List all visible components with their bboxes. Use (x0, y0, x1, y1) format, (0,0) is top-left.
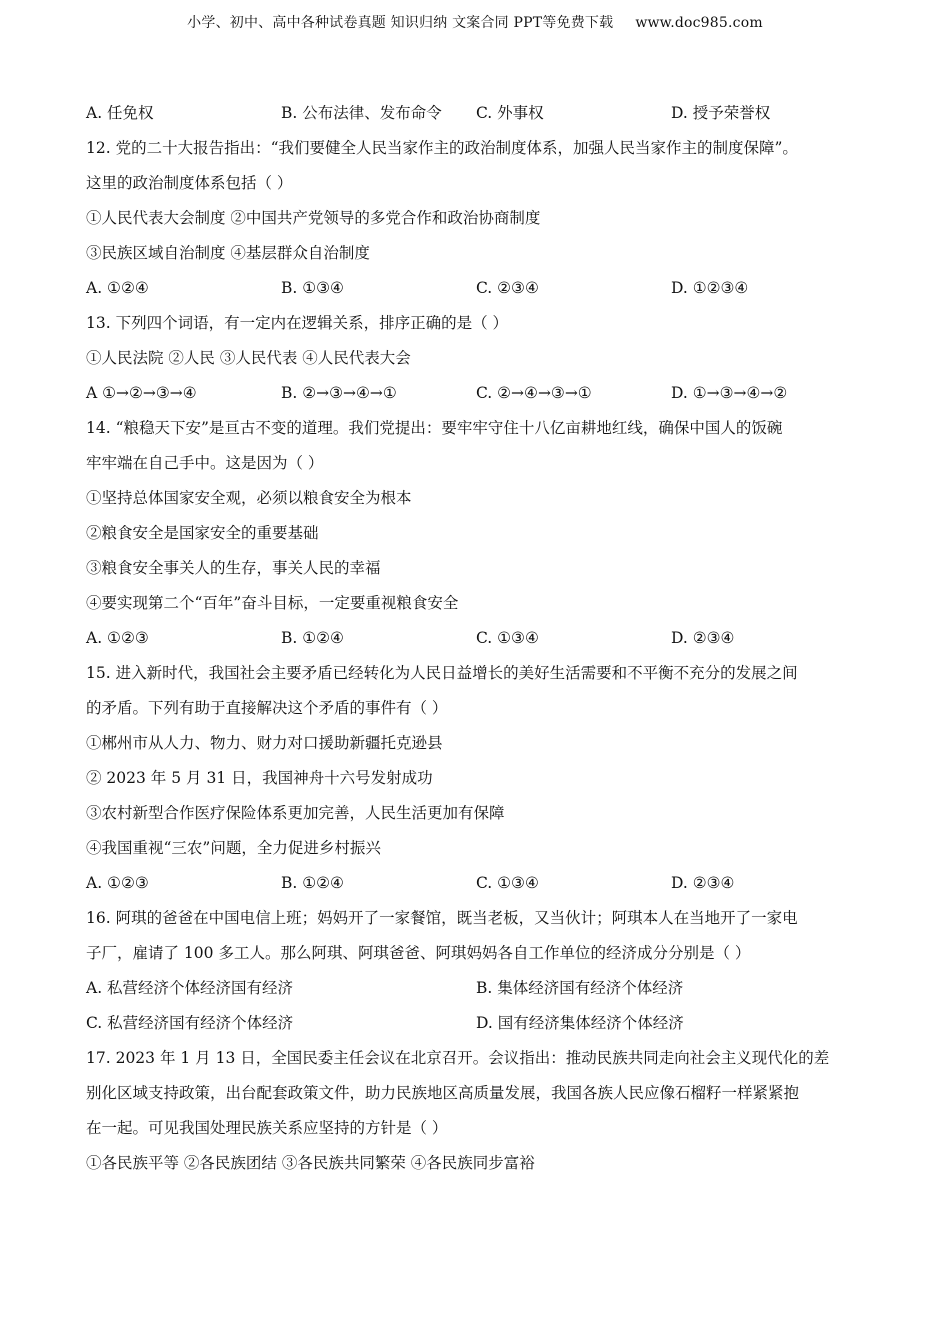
q15-options (86, 866, 876, 901)
q15-stem-line2: 的矛盾。下列有助于直接解决这个矛盾的事件有（ ） (86, 699, 448, 717)
q14-item2: ②粮食安全是国家安全的重要基础 (86, 524, 319, 542)
option-b: B. 公布法律、发布命令 (281, 104, 442, 122)
option-d: D. 国有经济集体经济个体经济 (476, 1014, 684, 1032)
option-b: B. ②→③→④→① (281, 384, 397, 402)
option-c: C. ②→④→③→① (476, 384, 592, 402)
option-a: A. ①②③ (86, 629, 149, 647)
q14-options (86, 621, 876, 656)
option-d: D. 授予荣誉权 (671, 104, 771, 122)
q17-stem-line1: 17. 2023 年 1 月 13 日，全国民委主任会议在北京召开。会议指出：推动民族共同走向社会主义现代化的差 (86, 1049, 830, 1067)
q12-stem-line1: 12. 党的二十大报告指出：“我们要健全人民当家作主的政治制度体系，加强人民当家作主的制度保障”。 (86, 139, 798, 157)
q15-item1: ①郴州市从人力、物力、财力对口援助新疆托克逊县 (86, 734, 443, 752)
header-text: 小学、初中、高中各种试卷真题 知识归纳 文案合同 PPT等免费下载 (187, 15, 614, 31)
option-b: B. ①②④ (281, 874, 344, 892)
q12-options (86, 271, 876, 306)
q12-item-line2: ③民族区域自治制度 ④基层群众自治制度 (86, 244, 370, 262)
q15-stem-line1: 15. 进入新时代，我国社会主要矛盾已经转化为人民日益增长的美好生活需要和不平衡不充分的发展之间 (86, 664, 798, 682)
q14-item4: ④要实现第二个“百年”奋斗目标，一定要重视粮食安全 (86, 594, 459, 612)
option-d: D. ②③④ (671, 629, 735, 647)
q17-stem-line3: 在一起。可见我国处理民族关系应坚持的方针是（ ） (86, 1119, 448, 1137)
q17-stem-line2: 别化区域支持政策，出台配套政策文件，助力民族地区高质量发展，我国各族人民应像石榴籽一样紧紧抱 (86, 1084, 800, 1102)
option-d: D. ②③④ (671, 874, 735, 892)
q17-items: ①各民族平等 ②各民族团结 ③各民族共同繁荣 ④各民族同步富裕 (86, 1154, 535, 1172)
option-a: A. ①②③ (86, 874, 149, 892)
option-b: B. ①②④ (281, 629, 344, 647)
option-a: A. ①②④ (86, 279, 149, 297)
q15-item3: ③农村新型合作医疗保险体系更加完善，人民生活更加有保障 (86, 804, 505, 822)
option-b: B. 集体经济国有经济个体经济 (476, 979, 684, 997)
q15-item4: ④我国重视“三农”问题，全力促进乡村振兴 (86, 839, 381, 857)
q16-options-row2 (86, 1006, 876, 1041)
q16-stem-line1: 16. 阿琪的爸爸在中国电信上班；妈妈开了一家餐馆，既当老板，又当伙计；阿琪本人在当地开了一家电 (86, 909, 798, 927)
q12-stem-line2: 这里的政治制度体系包括（ ） (86, 174, 293, 192)
option-a: A. 任免权 (86, 104, 154, 122)
q12-item-line1: ①人民代表大会制度 ②中国共产党领导的多党合作和政治协商制度 (86, 209, 541, 227)
q16-options-row1 (86, 971, 876, 1006)
option-a: A ①→②→③→④ (86, 384, 197, 402)
q14-stem-line2: 牢牢端在自己手中。这是因为（ ） (86, 454, 324, 472)
header-site: www.doc985.com (635, 15, 763, 31)
q11-options (86, 96, 876, 131)
q13-options (86, 376, 876, 411)
page-header (0, 12, 950, 32)
q13-stem: 13. 下列四个词语，有一定内在逻辑关系，排序正确的是（ ） (86, 314, 509, 332)
option-b: B. ①③④ (281, 279, 344, 297)
option-d: D. ①②③④ (671, 279, 749, 297)
q14-item3: ③粮食安全事关人的生存，事关人民的幸福 (86, 559, 381, 577)
option-c: C. ②③④ (476, 279, 539, 297)
option-c: C. ①③④ (476, 629, 539, 647)
q14-stem-line1: 14. “粮稳天下安”是亘古不变的道理。我们党提出：要牢牢守住十八亿亩耕地红线，确保中国人的饭碗 (86, 419, 783, 437)
option-c: C. 私营经济国有经济个体经济 (86, 1014, 294, 1032)
option-d: D. ①→③→④→② (671, 384, 788, 402)
document-body (86, 96, 876, 1181)
q16-stem-line2: 子厂，雇请了 100 多工人。那么阿琪、阿琪爸爸、阿琪妈妈各自工作单位的经济成分分别是（ ） (86, 944, 751, 962)
option-c: C. 外事权 (476, 104, 544, 122)
option-c: C. ①③④ (476, 874, 539, 892)
option-a: A. 私营经济个体经济国有经济 (86, 979, 294, 997)
q14-item1: ①坚持总体国家安全观，必须以粮食安全为根本 (86, 489, 412, 507)
q15-item2: ② 2023 年 5 月 31 日，我国神舟十六号发射成功 (86, 769, 433, 787)
q13-items: ①人民法院 ②人民 ③人民代表 ④人民代表大会 (86, 349, 411, 367)
